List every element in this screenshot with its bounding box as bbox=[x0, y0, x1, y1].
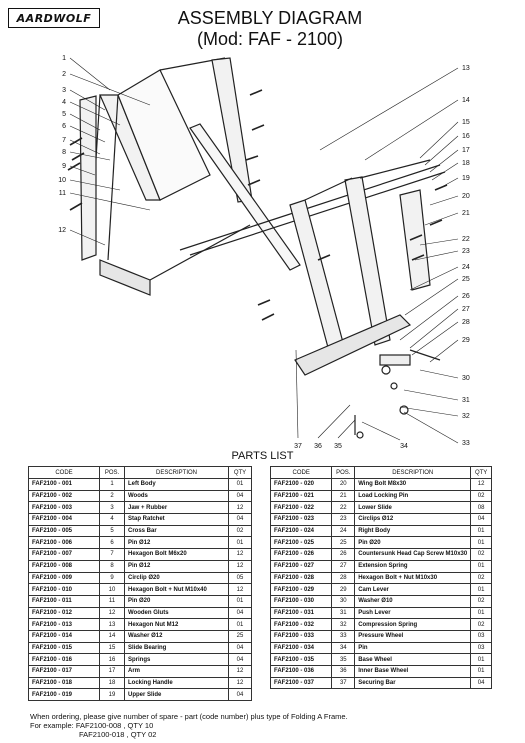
parts-table-right bbox=[270, 466, 492, 689]
cell-qty: 04 bbox=[229, 654, 252, 666]
table-row bbox=[29, 677, 252, 689]
table-row bbox=[271, 619, 492, 631]
column-header-pos: POS. bbox=[332, 467, 355, 479]
cell-qty: 03 bbox=[471, 642, 492, 654]
cell-qty: 01 bbox=[471, 666, 492, 678]
cell-pos: 2 bbox=[100, 490, 125, 502]
table-row bbox=[29, 490, 252, 502]
cell-qty: 01 bbox=[229, 619, 252, 631]
cell-qty: 01 bbox=[471, 607, 492, 619]
cell-pos: 35 bbox=[332, 654, 355, 666]
cell-code: FAF2100 - 004 bbox=[29, 514, 100, 526]
cell-pos: 14 bbox=[100, 630, 125, 642]
table-row bbox=[29, 689, 252, 701]
cell-qty: 25 bbox=[229, 630, 252, 642]
cell-pos: 24 bbox=[332, 525, 355, 537]
cell-desc: Extension Spring bbox=[355, 560, 471, 572]
cell-pos: 3 bbox=[100, 502, 125, 514]
cell-pos: 7 bbox=[100, 549, 125, 561]
callout-number: 31 bbox=[462, 397, 470, 404]
cell-qty: 02 bbox=[471, 572, 492, 584]
callout-number: 22 bbox=[462, 236, 470, 243]
cell-desc: Left Body bbox=[125, 479, 229, 491]
cell-code: FAF2100 - 013 bbox=[29, 619, 100, 631]
table-header-row bbox=[271, 467, 492, 479]
callout-number: 33 bbox=[462, 440, 470, 447]
cell-desc: Stap Ratchet bbox=[125, 514, 229, 526]
cell-qty: 01 bbox=[471, 584, 492, 596]
parts-table-right-body bbox=[271, 479, 492, 689]
cell-code: FAF2100 - 037 bbox=[271, 677, 332, 689]
cell-qty: 01 bbox=[471, 560, 492, 572]
column-header-description: DESCRIPTION bbox=[355, 467, 471, 479]
cell-desc: Compression Spring bbox=[355, 619, 471, 631]
cell-qty: 05 bbox=[229, 572, 252, 584]
column-header-pos: POS. bbox=[100, 467, 125, 479]
cell-code: FAF2100 - 017 bbox=[29, 666, 100, 678]
cell-qty: 12 bbox=[229, 549, 252, 561]
callout-number: 26 bbox=[462, 293, 470, 300]
cell-code: FAF2100 - 002 bbox=[29, 490, 100, 502]
cell-qty: 12 bbox=[229, 502, 252, 514]
cell-pos: 23 bbox=[332, 514, 355, 526]
table-row bbox=[29, 619, 252, 631]
cell-desc: Lower Slide bbox=[355, 502, 471, 514]
cell-pos: 20 bbox=[332, 479, 355, 491]
cell-qty: 02 bbox=[471, 595, 492, 607]
table-row bbox=[29, 514, 252, 526]
cell-pos: 10 bbox=[100, 584, 125, 596]
cell-pos: 19 bbox=[100, 689, 125, 701]
example-line-1: For example: FAF2100-008 , QTY 10 bbox=[30, 721, 154, 730]
cell-desc: Pin Ø12 bbox=[125, 537, 229, 549]
cell-pos: 25 bbox=[332, 537, 355, 549]
cell-desc: Cross Bar bbox=[125, 525, 229, 537]
cell-code: FAF2100 - 025 bbox=[271, 537, 332, 549]
callout-number: 28 bbox=[462, 319, 470, 326]
cell-qty: 04 bbox=[229, 514, 252, 526]
cell-desc: Slide Bearing bbox=[125, 642, 229, 654]
aardwolf-logo bbox=[8, 8, 100, 28]
cell-qty: 12 bbox=[229, 584, 252, 596]
cell-qty: 01 bbox=[471, 525, 492, 537]
callout-number: 7 bbox=[62, 137, 66, 144]
cell-pos: 17 bbox=[100, 666, 125, 678]
cell-qty: 02 bbox=[471, 490, 492, 502]
cell-code: FAF2100 - 018 bbox=[29, 677, 100, 689]
cell-desc: Countersunk Head Cap Screw M10x30 bbox=[355, 549, 471, 561]
cell-desc: Cam Lever bbox=[355, 584, 471, 596]
callout-number: 9 bbox=[62, 163, 66, 170]
cell-code: FAF2100 - 029 bbox=[271, 584, 332, 596]
page-title bbox=[150, 8, 390, 50]
cell-pos: 9 bbox=[100, 572, 125, 584]
callout-number: 17 bbox=[462, 147, 470, 154]
table-row bbox=[29, 525, 252, 537]
cell-qty: 02 bbox=[471, 619, 492, 631]
table-row bbox=[271, 572, 492, 584]
example-line-2: FAF2100-018 , QTY 02 bbox=[79, 730, 157, 739]
cell-code: FAF2100 - 030 bbox=[271, 595, 332, 607]
cell-code: FAF2100 - 003 bbox=[29, 502, 100, 514]
table-row bbox=[271, 654, 492, 666]
callout-number: 2 bbox=[62, 71, 66, 78]
callout-number: 14 bbox=[462, 97, 470, 104]
table-row bbox=[29, 502, 252, 514]
table-row bbox=[271, 560, 492, 572]
callout-number: 21 bbox=[462, 210, 470, 217]
table-row bbox=[29, 654, 252, 666]
table-row bbox=[29, 666, 252, 678]
cell-qty: 01 bbox=[229, 537, 252, 549]
cell-pos: 30 bbox=[332, 595, 355, 607]
cell-pos: 34 bbox=[332, 642, 355, 654]
callout-number: 16 bbox=[462, 133, 470, 140]
cell-pos: 18 bbox=[100, 677, 125, 689]
cell-desc: Circlips Ø12 bbox=[355, 514, 471, 526]
cell-desc: Wooden Gluts bbox=[125, 607, 229, 619]
cell-code: FAF2100 - 022 bbox=[271, 502, 332, 514]
cell-qty: 01 bbox=[471, 654, 492, 666]
cell-desc: Locking Handle bbox=[125, 677, 229, 689]
cell-code: FAF2100 - 006 bbox=[29, 537, 100, 549]
table-row bbox=[271, 549, 492, 561]
cell-code: FAF2100 - 007 bbox=[29, 549, 100, 561]
cell-desc: Pressure Wheel bbox=[355, 630, 471, 642]
cell-pos: 13 bbox=[100, 619, 125, 631]
callout-number: 3 bbox=[62, 87, 66, 94]
cell-desc: Hexagon Bolt + Nut M10x30 bbox=[355, 572, 471, 584]
table-row bbox=[271, 666, 492, 678]
logo-text: AARDWOLF bbox=[16, 11, 92, 25]
cell-code: FAF2100 - 001 bbox=[29, 479, 100, 491]
callout-number: 25 bbox=[462, 276, 470, 283]
table-row bbox=[29, 572, 252, 584]
table-row bbox=[29, 560, 252, 572]
cell-desc: Springs bbox=[125, 654, 229, 666]
cell-pos: 4 bbox=[100, 514, 125, 526]
cell-pos: 33 bbox=[332, 630, 355, 642]
cell-qty: 01 bbox=[471, 537, 492, 549]
table-row bbox=[29, 537, 252, 549]
cell-code: FAF2100 - 005 bbox=[29, 525, 100, 537]
cell-desc: Pin bbox=[355, 642, 471, 654]
table-row bbox=[271, 525, 492, 537]
cell-qty: 04 bbox=[229, 689, 252, 701]
cell-qty: 04 bbox=[229, 607, 252, 619]
frame-drawing bbox=[68, 58, 447, 438]
title-line-2: (Mod: FAF - 2100) bbox=[196, 29, 344, 49]
cell-desc: Hexagon Bolt M6x20 bbox=[125, 549, 229, 561]
table-row bbox=[271, 584, 492, 596]
column-header-code: CODE bbox=[271, 467, 332, 479]
cell-desc: Base Wheel bbox=[355, 654, 471, 666]
cell-code: FAF2100 - 036 bbox=[271, 666, 332, 678]
column-header-qty: QTY bbox=[471, 467, 492, 479]
callout-number: 24 bbox=[462, 264, 470, 271]
cell-code: FAF2100 - 019 bbox=[29, 689, 100, 701]
callout-number: 10 bbox=[58, 177, 66, 184]
callout-number: 20 bbox=[462, 193, 470, 200]
cell-qty: 12 bbox=[471, 479, 492, 491]
callout-number: 29 bbox=[462, 337, 470, 344]
table-row bbox=[271, 607, 492, 619]
table-header-row bbox=[29, 467, 252, 479]
cell-pos: 6 bbox=[100, 537, 125, 549]
parts-list-title: PARTS LIST bbox=[231, 450, 294, 462]
cell-code: FAF2100 - 014 bbox=[29, 630, 100, 642]
cell-desc: Inner Base Wheel bbox=[355, 666, 471, 678]
table-row bbox=[271, 595, 492, 607]
table-row bbox=[271, 642, 492, 654]
cell-desc: Jaw + Rubber bbox=[125, 502, 229, 514]
ordering-note: When ordering, please give number of spare - part (code number) plus type of Folding A Frame. bbox=[30, 712, 348, 721]
cell-qty: 02 bbox=[471, 549, 492, 561]
cell-desc: Upper Slide bbox=[125, 689, 229, 701]
cell-qty: 01 bbox=[229, 595, 252, 607]
table-row bbox=[271, 479, 492, 491]
cell-pos: 12 bbox=[100, 607, 125, 619]
table-row bbox=[271, 537, 492, 549]
table-row bbox=[271, 630, 492, 642]
cell-code: FAF2100 - 015 bbox=[29, 642, 100, 654]
cell-pos: 29 bbox=[332, 584, 355, 596]
cell-desc: Pin Ø20 bbox=[125, 595, 229, 607]
column-header-description: DESCRIPTION bbox=[125, 467, 229, 479]
cell-pos: 22 bbox=[332, 502, 355, 514]
cell-pos: 8 bbox=[100, 560, 125, 572]
table-row bbox=[29, 595, 252, 607]
callout-number: 23 bbox=[462, 248, 470, 255]
cell-code: FAF2100 - 020 bbox=[271, 479, 332, 491]
cell-pos: 5 bbox=[100, 525, 125, 537]
cell-code: FAF2100 - 031 bbox=[271, 607, 332, 619]
cell-desc: Pin Ø12 bbox=[125, 560, 229, 572]
cell-desc: Wing Bolt M8x30 bbox=[355, 479, 471, 491]
cell-qty: 08 bbox=[471, 502, 492, 514]
cell-pos: 32 bbox=[332, 619, 355, 631]
cell-code: FAF2100 - 034 bbox=[271, 642, 332, 654]
table-row bbox=[271, 490, 492, 502]
column-header-code: CODE bbox=[29, 467, 100, 479]
cell-qty: 04 bbox=[229, 490, 252, 502]
cell-code: FAF2100 - 033 bbox=[271, 630, 332, 642]
assembly-diagram bbox=[0, 50, 525, 450]
column-header-qty: QTY bbox=[229, 467, 252, 479]
cell-desc: Hexagon Nut M12 bbox=[125, 619, 229, 631]
callout-number: 34 bbox=[400, 443, 408, 450]
callout-number: 35 bbox=[334, 443, 342, 450]
callout-number: 19 bbox=[462, 175, 470, 182]
table-row bbox=[29, 642, 252, 654]
cell-code: FAF2100 - 021 bbox=[271, 490, 332, 502]
cell-pos: 26 bbox=[332, 549, 355, 561]
parts-table-left-body bbox=[29, 479, 252, 701]
callout-number: 6 bbox=[62, 123, 66, 130]
table-row bbox=[271, 677, 492, 689]
cell-qty: 12 bbox=[229, 560, 252, 572]
callout-number: 32 bbox=[462, 413, 470, 420]
parts-table-left bbox=[28, 466, 252, 701]
cell-pos: 37 bbox=[332, 677, 355, 689]
cell-pos: 36 bbox=[332, 666, 355, 678]
callout-number: 36 bbox=[314, 443, 322, 450]
callout-number: 5 bbox=[62, 111, 66, 118]
callout-number: 37 bbox=[294, 443, 302, 450]
callout-number: 12 bbox=[58, 227, 66, 234]
cell-code: FAF2100 - 011 bbox=[29, 595, 100, 607]
callout-number: 4 bbox=[62, 99, 66, 106]
table-row bbox=[271, 514, 492, 526]
callout-number: 30 bbox=[462, 375, 470, 382]
cell-qty: 12 bbox=[229, 677, 252, 689]
cell-qty: 04 bbox=[229, 642, 252, 654]
title-line-1: ASSEMBLY DIAGRAM bbox=[177, 8, 363, 28]
table-row bbox=[29, 584, 252, 596]
cell-code: FAF2100 - 027 bbox=[271, 560, 332, 572]
callout-number: 13 bbox=[462, 65, 470, 72]
callout-number: 11 bbox=[58, 190, 66, 197]
callout-number: 1 bbox=[62, 55, 66, 62]
cell-code: FAF2100 - 024 bbox=[271, 525, 332, 537]
cell-desc: Arm bbox=[125, 666, 229, 678]
cell-qty: 01 bbox=[229, 479, 252, 491]
cell-pos: 11 bbox=[100, 595, 125, 607]
cell-pos: 16 bbox=[100, 654, 125, 666]
cell-code: FAF2100 - 035 bbox=[271, 654, 332, 666]
cell-desc: Load Locking Pin bbox=[355, 490, 471, 502]
cell-qty: 04 bbox=[471, 514, 492, 526]
table-row bbox=[29, 607, 252, 619]
cell-code: FAF2100 - 008 bbox=[29, 560, 100, 572]
table-row bbox=[29, 549, 252, 561]
cell-code: FAF2100 - 028 bbox=[271, 572, 332, 584]
cell-code: FAF2100 - 016 bbox=[29, 654, 100, 666]
cell-desc: Woods bbox=[125, 490, 229, 502]
callout-number: 18 bbox=[462, 160, 470, 167]
cell-code: FAF2100 - 009 bbox=[29, 572, 100, 584]
cell-code: FAF2100 - 026 bbox=[271, 549, 332, 561]
cell-desc: Hexagon Bolt + Nut M10x40 bbox=[125, 584, 229, 596]
cell-desc: Pin Ø20 bbox=[355, 537, 471, 549]
cell-pos: 21 bbox=[332, 490, 355, 502]
cell-desc: Right Body bbox=[355, 525, 471, 537]
cell-desc: Washer Ø10 bbox=[355, 595, 471, 607]
callout-number: 15 bbox=[462, 119, 470, 126]
cell-desc: Push Lever bbox=[355, 607, 471, 619]
cell-pos: 15 bbox=[100, 642, 125, 654]
cell-code: FAF2100 - 010 bbox=[29, 584, 100, 596]
table-row bbox=[271, 502, 492, 514]
cell-pos: 31 bbox=[332, 607, 355, 619]
cell-code: FAF2100 - 032 bbox=[271, 619, 332, 631]
cell-qty: 02 bbox=[229, 525, 252, 537]
cell-code: FAF2100 - 023 bbox=[271, 514, 332, 526]
cell-code: FAF2100 - 012 bbox=[29, 607, 100, 619]
cell-desc: Securing Bar bbox=[355, 677, 471, 689]
cell-pos: 27 bbox=[332, 560, 355, 572]
table-row bbox=[29, 630, 252, 642]
cell-desc: Circlip Ø20 bbox=[125, 572, 229, 584]
cell-pos: 28 bbox=[332, 572, 355, 584]
cell-qty: 04 bbox=[471, 677, 492, 689]
cell-desc: Washer Ø12 bbox=[125, 630, 229, 642]
callout-number: 8 bbox=[62, 149, 66, 156]
callout-number: 27 bbox=[462, 306, 470, 313]
cell-pos: 1 bbox=[100, 479, 125, 491]
table-row bbox=[29, 479, 252, 491]
cell-qty: 03 bbox=[471, 630, 492, 642]
cell-qty: 12 bbox=[229, 666, 252, 678]
